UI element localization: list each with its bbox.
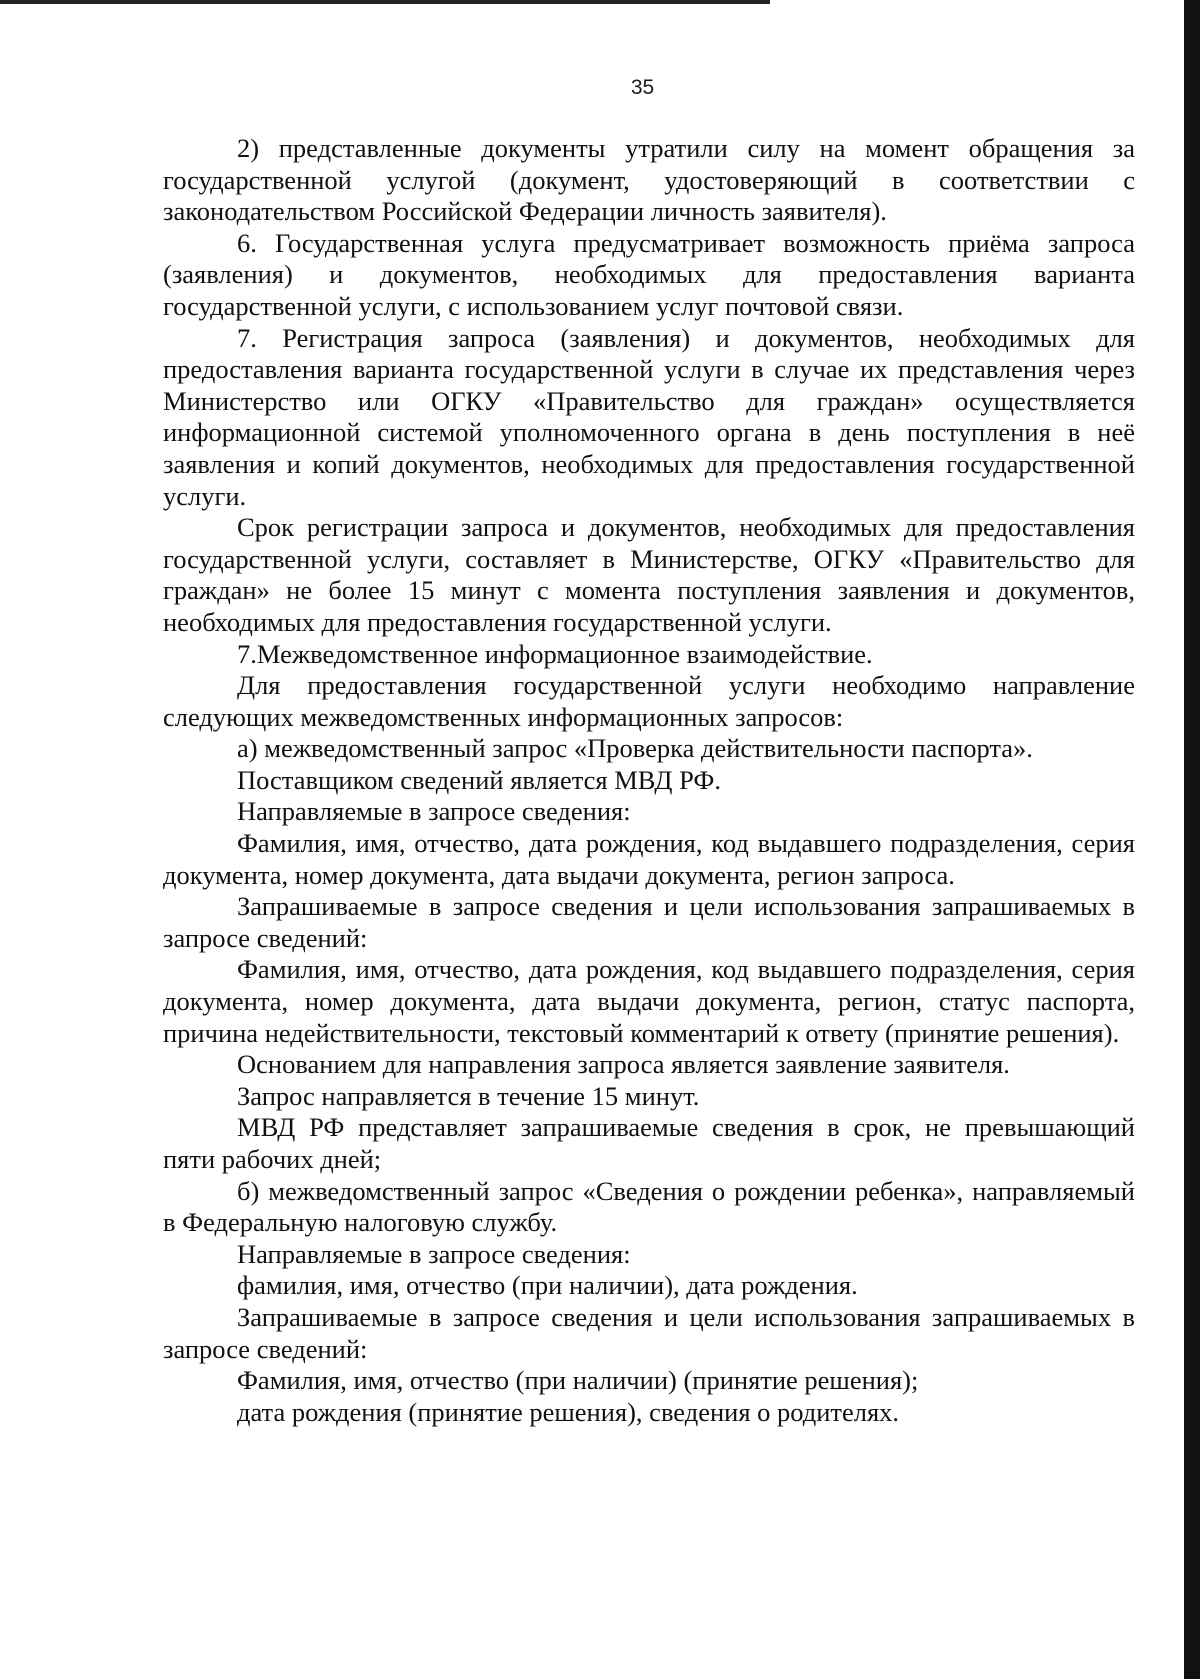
page-number: 35 — [630, 76, 655, 99]
paragraph-17: Направляемые в запросе сведения: — [237, 1238, 631, 1269]
paragraph-13: Основанием для направления запроса является заявление заявителя. — [237, 1049, 1010, 1080]
paragraph-18: фамилия, имя, отчество (при наличии), дата рождения. — [237, 1270, 858, 1301]
paragraph-10: Фамилия, имя, отчество, дата рождения, код выдавшего подразделения, серия документа, номер документа, дата выдачи документа, регион запроса. — [163, 828, 1135, 890]
paragraph-11: Запрашиваемые в запросе сведения и цели использования запрашиваемых в запросе сведений: — [163, 891, 1135, 953]
paragraph-15: МВД РФ представляет запрашиваемые сведения в срок, не превышающий пяти рабочих дней; — [163, 1112, 1135, 1174]
paragraph-8: Поставщиком сведений является МВД РФ. — [237, 764, 721, 795]
paragraph-5: 7.Межведомственное информационное взаимодействие. — [237, 638, 873, 669]
scan-edge-right — [1184, 0, 1200, 1679]
paragraph-12: Фамилия, имя, отчество, дата рождения, код выдавшего подразделения, серия документа, номер документа, дата выдачи документа, регион, статус паспорта, причина недействительности, текстовый комментарий к ответу (принятие решения). — [163, 954, 1135, 1048]
scan-edge-top — [0, 0, 770, 4]
paragraph-21: дата рождения (принятие решения), сведения о родителях. — [237, 1396, 900, 1427]
paragraph-1: 2) представленные документы утратили силу на момент обращения за государственной услугой (документ, удостоверяющий в соответствии с законодательством Российской Федерации личность заявителя). — [163, 133, 1135, 227]
paragraph-7: а) межведомственный запрос «Проверка действительности паспорта». — [237, 733, 1033, 764]
document-body — [163, 133, 1135, 1428]
paragraph-9: Направляемые в запросе сведения: — [237, 796, 631, 827]
paragraph-16: б) межведомственный запрос «Сведения о рождении ребенка», направляемый в Федеральную налоговую службу. — [163, 1175, 1135, 1238]
paragraph-3: 7. Регистрация запроса (заявления) и документов, необходимых для предоставления варианта государственной услуги в случае их представления через Министерство или ОГКУ «Правительство для граждан» осуществляется информационной системой уполномоченного органа в день поступления в неё заявления и копий документов, необходимых для предоставления государственной услуги. — [163, 322, 1135, 511]
paragraph-4: Срок регистрации запроса и документов, необходимых для предоставления государственной услуги, составляет в Министерстве, ОГКУ «Правительство для граждан» не более 15 минут с момента поступления заявления и документов, необходимых для предоставления государственной услуги. — [163, 512, 1135, 637]
paragraph-6: Для предоставления государственной услуги необходимо направление следующих межведомственных информационных запросов: — [163, 670, 1135, 732]
paragraph-20: Фамилия, имя, отчество (при наличии) (принятие решения); — [237, 1365, 919, 1396]
paragraph-14: Запрос направляется в течение 15 минут. — [237, 1080, 700, 1111]
paragraph-19: Запрашиваемые в запросе сведения и цели использования запрашиваемых в запросе сведений: — [163, 1301, 1135, 1364]
paragraph-2: 6. Государственная услуга предусматривает возможность приёма запроса (заявления) и документов, необходимых для предоставления варианта государственной услуги, с использованием услуг почтовой связи. — [163, 227, 1135, 321]
